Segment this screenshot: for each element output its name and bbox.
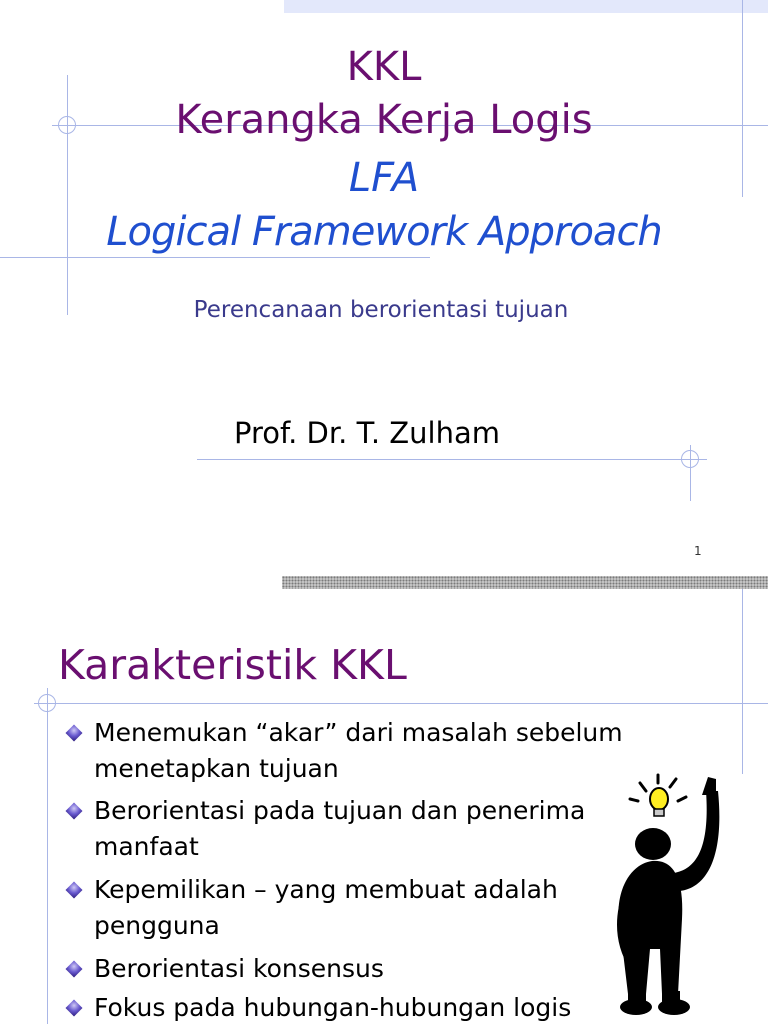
guide-line (47, 688, 48, 1024)
bullet-diamond-icon (66, 725, 83, 742)
bullet-diamond-icon (66, 1000, 83, 1017)
list-item: Kepemilikan – yang membuat adalah pengguna (94, 875, 558, 940)
subtitle: Perencanaan berorientasi tujuan (193, 297, 569, 323)
slide-heading: Karakteristik KKL (58, 641, 407, 689)
list-item: Berorientasi pada tujuan dan penerima manfaat (94, 796, 586, 861)
crosshair-icon (38, 694, 56, 712)
author: Prof. Dr. T. Zulham (234, 416, 500, 450)
page-number: 1 (694, 544, 702, 558)
slide-separator (282, 576, 768, 589)
title-logical-framework: Logical Framework Approach (106, 209, 662, 255)
list-item: Fokus pada hubungan-hubungan logis (94, 993, 572, 1022)
bullet-diamond-icon (66, 882, 83, 899)
top-band (284, 0, 768, 13)
list-item: Menemukan “akar” dari masalah sebelum menetapkan tujuan (94, 718, 623, 783)
idea-figure-icon (600, 769, 740, 1024)
guide-line (197, 459, 707, 460)
guide-line (34, 703, 768, 704)
list-item: Berorientasi konsensus (94, 954, 384, 983)
guide-line (0, 257, 430, 258)
bullet-diamond-icon (66, 961, 83, 978)
guide-line (742, 589, 743, 774)
slide-2 (0, 589, 768, 1024)
title-lfa: LFA (348, 155, 420, 201)
title-kkl: KKL (346, 44, 422, 90)
crosshair-icon (681, 450, 699, 468)
title-kerangka: Kerangka Kerja Logis (175, 97, 593, 143)
bullet-diamond-icon (66, 803, 83, 820)
